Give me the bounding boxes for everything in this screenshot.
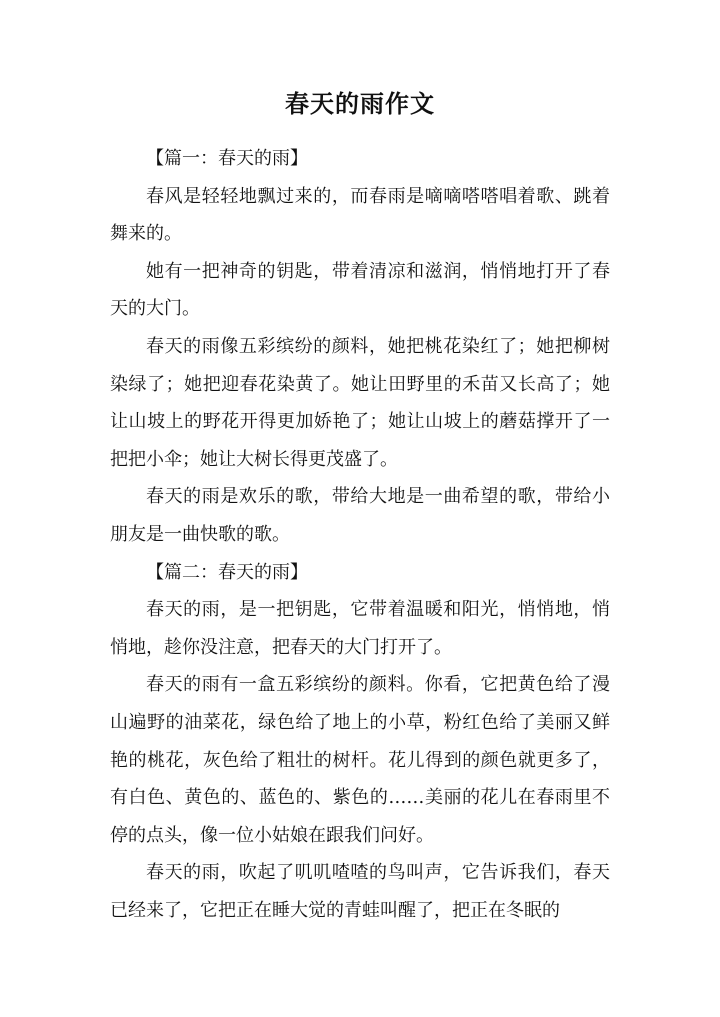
- paragraph: 春天的雨有一盒五彩缤纷的颜料。你看，它把黄色给了漫山遍野的油菜花，绿色给了地上的小草，粉红色给了美丽又鲜艳的桃花，灰色给了粗壮的树杆。花儿得到的颜色就更多了，有白色、黄色的、蓝色的、紫色的……美丽的花儿在春雨里不停的点头，像一位小姑娘在跟我们问好。: [110, 674, 610, 846]
- paragraph: 她有一把神奇的钥匙，带着清凉和滋润，悄悄地打开了春天的大门。: [110, 260, 610, 320]
- page-title: 春天的雨作文: [285, 90, 435, 118]
- paragraph: 春天的雨像五彩缤纷的颜料，她把桃花染红了；她把柳树染绿了；她把迎春花染黄了。她让田野里的禾苗又长高了；她让山坡上的野花开得更加娇艳了；她让山坡上的蘑菇撑开了一把把小伞；她让大树长得更茂盛了。: [110, 335, 610, 470]
- paragraph: 春天的雨，吹起了叽叽喳喳的鸟叫声，它告诉我们，春天已经来了，它把正在睡大觉的青蛙叫醒了，把正在冬眠的: [110, 862, 610, 921]
- paragraph: 春风是轻轻地飘过来的，而春雨是嘀嘀嗒嗒唱着歌、跳着舞来的。: [110, 185, 610, 245]
- paragraph: 春天的雨是欢乐的歌，带给大地是一曲希望的歌，带给小朋友是一曲快歌的歌。: [110, 486, 610, 545]
- paragraph: 春天的雨，是一把钥匙，它带着温暖和阳光，悄悄地，悄悄地，趁你没注意，把春天的大门打开了。: [110, 599, 610, 658]
- section-heading-2: 【篇二：春天的雨】: [146, 561, 308, 583]
- section-heading-1: 【篇一：春天的雨】: [146, 148, 308, 169]
- document-body: [110, 140, 610, 929]
